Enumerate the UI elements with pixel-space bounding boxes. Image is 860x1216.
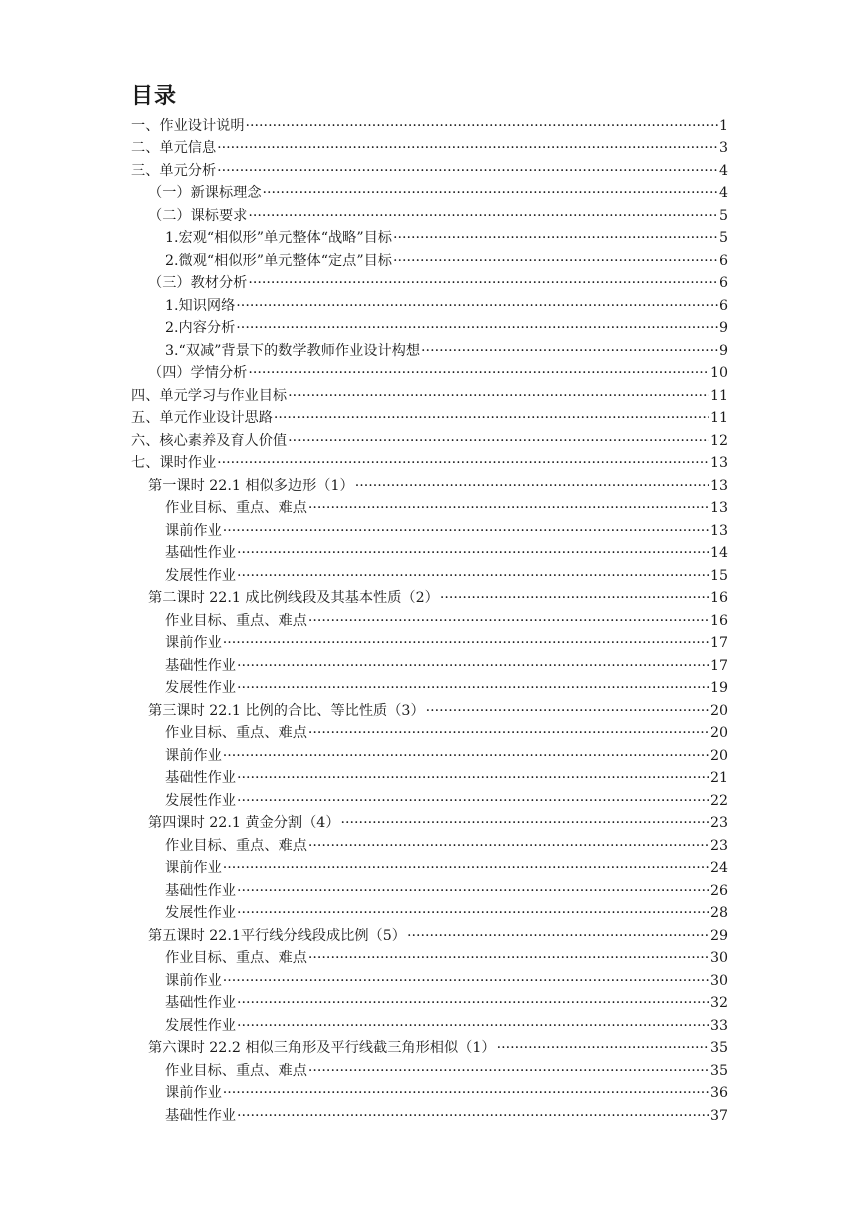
toc-entry[interactable] [165,562,728,585]
toc-entry-page-number: 20 [709,702,728,719]
toc-entry-page-number: 16 [709,612,728,629]
toc-entry-label: 作业目标、重点、难点 [165,837,307,854]
toc-leader-dots [246,117,718,135]
toc-entry-label: 2.内容分析 [165,320,236,336]
toc-entry-page-number: 23 [709,815,728,831]
toc-leader-dots [497,1039,709,1057]
toc-leader-dots [223,859,709,877]
toc-entry[interactable] [165,607,728,630]
toc-entry[interactable] [148,697,728,720]
toc-entry[interactable] [131,427,728,450]
toc-entry[interactable] [148,810,728,833]
toc-entry-label: 第四课时 22.1 黄金分割（4） [148,815,340,831]
toc-entry-label: 发展性作业 [165,1017,236,1034]
toc-leader-dots [237,792,709,810]
toc-leader-dots [236,297,718,315]
toc-entry-page-number: 6 [718,275,728,291]
toc-leader-dots [223,1084,709,1102]
toc-entry-page-number: 9 [718,342,728,359]
toc-entry-label: 作业目标、重点、难点 [165,500,307,516]
toc-entry-label: 课前作业 [165,747,222,764]
toc-leader-dots [236,319,718,337]
toc-leader-dots [355,477,709,495]
toc-entry-page-number: 9 [718,320,728,336]
toc-entry-page-number: 10 [709,365,728,381]
toc-entry[interactable] [165,675,728,698]
toc-leader-dots [248,364,709,382]
toc-entry[interactable] [148,1035,728,1058]
toc-entry-label: 第三课时 22.1 比例的合比、等比性质（3） [148,702,425,719]
toc-entry[interactable] [148,360,728,383]
toc-leader-dots [263,184,718,202]
toc-entry-page-number: 1 [718,117,728,134]
toc-entry[interactable] [165,495,728,518]
toc-entry[interactable] [131,450,728,473]
toc-entry[interactable] [148,472,728,495]
toc-entry-label: 四、单元学习与作业目标 [131,387,288,404]
page-title: 目录 [131,84,178,109]
toc-leader-dots [341,814,709,832]
toc-entry-label: 第六课时 22.2 相似三角形及平行线截三角形相似（1） [148,1040,496,1056]
toc-entry-page-number: 30 [709,950,728,966]
toc-entry-page-number: 24 [709,860,728,876]
toc-leader-dots [288,387,709,405]
toc-entry[interactable] [165,540,728,563]
toc-entry-label: 课前作业 [165,522,222,539]
toc-entry-label: 第一课时 22.1 相似多边形（1） [148,477,354,494]
toc-entry-label: 发展性作业 [165,567,236,584]
toc-entry-page-number: 28 [709,905,728,921]
toc-entry[interactable] [148,270,728,293]
toc-entry[interactable] [165,742,728,765]
toc-entry-label: 二、单元信息 [131,140,217,156]
toc-entry[interactable] [131,112,728,135]
toc-entry-page-number: 21 [709,770,728,786]
toc-entry-page-number: 29 [709,927,728,944]
toc-entry[interactable] [165,630,728,653]
toc-leader-dots [308,1062,709,1080]
toc-entry[interactable] [165,1080,728,1103]
toc-entry-label: 三、单元分析 [131,162,217,179]
toc-entry-page-number: 35 [709,1062,728,1079]
toc-entry-page-number: 3 [718,140,728,156]
toc-entry-label: 基础性作业 [165,882,236,899]
toc-entry-page-number: 36 [709,1085,728,1101]
toc-leader-dots [237,882,709,900]
toc-entry-label: 基础性作业 [165,995,236,1011]
toc-entry-page-number: 12 [709,432,728,449]
toc-entry[interactable] [165,652,728,675]
toc-entry-page-number: 32 [709,995,728,1011]
toc-leader-dots [223,972,709,990]
toc-leader-dots [288,432,709,450]
toc-entry-page-number: 13 [709,500,728,516]
toc-entry-page-number: 5 [718,207,728,224]
toc-entry-label: （四）学情分析 [148,365,248,381]
toc-leader-dots [440,589,709,607]
toc-leader-dots [217,162,718,180]
toc-entry[interactable] [165,765,728,788]
toc-entry-label: 一、作业设计说明 [131,117,245,134]
toc-entry-label: 课前作业 [165,635,222,651]
toc-entry[interactable] [165,945,728,968]
toc-entry-page-number: 19 [709,680,728,696]
toc-entry-label: 第五课时 22.1平行线分线段成比例（5） [148,927,406,944]
toc-entry-page-number: 33 [709,1017,728,1034]
toc-entry[interactable] [165,787,728,810]
toc-leader-dots [248,207,718,225]
toc-leader-dots [217,454,709,472]
toc-entry-page-number: 16 [709,590,728,606]
toc-entry-label: 基础性作业 [165,1107,236,1124]
toc-leader-dots [237,544,709,562]
toc-entry-page-number: 35 [709,1040,728,1056]
toc-entry-page-number: 20 [709,725,728,741]
toc-entry-label: （二）课标要求 [148,207,248,224]
toc-entry[interactable] [131,382,728,405]
toc-leader-dots [223,522,709,540]
toc-entry[interactable] [165,967,728,990]
toc-entry-page-number: 17 [709,657,728,674]
toc-entry-page-number: 6 [718,252,728,269]
toc-leader-dots [308,724,709,742]
toc-entry-label: 课前作业 [165,1085,222,1101]
toc-entry[interactable] [165,720,728,743]
toc-leader-dots [248,274,718,292]
toc-leader-dots [274,409,709,427]
toc-entry-page-number: 14 [709,545,728,561]
toc-entry-label: 六、核心素养及育人价值 [131,432,288,449]
toc-entry[interactable] [148,180,728,203]
toc-leader-dots [426,702,709,720]
toc-entry-label: 七、课时作业 [131,455,217,471]
toc-leader-dots [421,342,718,360]
toc-entry-page-number: 5 [718,230,728,246]
toc-entry-label: 作业目标、重点、难点 [165,950,307,966]
toc-entry[interactable] [165,855,728,878]
toc-entry-page-number: 11 [709,387,728,404]
toc-leader-dots [393,252,718,270]
toc-entry[interactable] [165,877,728,900]
toc-entry[interactable] [148,585,728,608]
toc-entry[interactable] [165,900,728,923]
toc-entry-label: 3.“双减”背景下的数学教师作业设计构想 [165,342,421,359]
toc-entry-label: （三）教材分析 [148,275,248,291]
toc-entry[interactable] [165,292,728,315]
toc-entry[interactable] [165,990,728,1013]
toc-entry-label: 课前作业 [165,972,222,989]
toc-entry-page-number: 4 [718,162,728,179]
toc-entry-label: 发展性作业 [165,680,236,696]
toc-leader-dots [237,657,709,675]
toc-entry[interactable] [131,157,728,180]
toc-entry[interactable] [148,202,728,225]
toc-entry[interactable] [165,1102,728,1125]
toc-leader-dots [237,904,709,922]
toc-entry[interactable] [165,1012,728,1035]
toc-entry[interactable] [165,225,728,248]
toc-entry-label: 作业目标、重点、难点 [165,1062,307,1079]
toc-entry-page-number: 17 [709,635,728,651]
toc-entry-label: （一）新课标理念 [148,185,262,201]
toc-entry-page-number: 23 [709,837,728,854]
toc-entry-label: 基础性作业 [165,545,236,561]
toc-entry-label: 发展性作业 [165,792,236,809]
toc-entry-page-number: 11 [709,410,728,426]
toc-leader-dots [308,949,709,967]
toc-entry-page-number: 26 [709,882,728,899]
toc-leader-dots [393,229,718,247]
toc-leader-dots [237,994,709,1012]
toc-leader-dots [237,1107,709,1125]
toc-entry-label: 第二课时 22.1 成比例线段及其基本性质（2） [148,590,439,606]
toc-leader-dots [407,927,709,945]
toc-entry-label: 五、单元作业设计思路 [131,410,273,426]
toc-entry-page-number: 37 [709,1107,728,1124]
toc-entry-page-number: 30 [709,972,728,989]
toc-leader-dots [223,747,709,765]
toc-leader-dots [237,679,709,697]
toc-entry[interactable] [165,315,728,338]
toc-entry-label: 1.宏观“相似形”单元整体“战略”目标 [165,230,392,246]
toc-entry[interactable] [165,1057,728,1080]
toc-entry-page-number: 13 [709,477,728,494]
toc-entry-page-number: 4 [718,185,728,201]
toc-entry-page-number: 13 [709,522,728,539]
toc-entry[interactable] [165,247,728,270]
toc-entry-label: 发展性作业 [165,905,236,921]
toc-entry[interactable] [165,517,728,540]
toc-entry-label: 课前作业 [165,860,222,876]
toc-leader-dots [308,837,709,855]
toc-entry-label: 作业目标、重点、难点 [165,612,307,629]
toc-entry[interactable] [165,337,728,360]
toc-entry-label: 2.微观“相似形”单元整体“定点”目标 [165,252,392,269]
toc-entry-page-number: 22 [709,792,728,809]
toc-entry-label: 基础性作业 [165,657,236,674]
toc-leader-dots [308,612,709,630]
toc-leader-dots [308,499,709,517]
toc-entry-page-number: 15 [709,567,728,584]
toc-leader-dots [217,139,718,157]
toc-entry[interactable] [165,832,728,855]
toc-entry-label: 基础性作业 [165,770,236,786]
toc-entry[interactable] [131,405,728,428]
toc-entry-page-number: 6 [718,297,728,314]
toc-entry-label: 1.知识网络 [165,297,236,314]
toc-entry[interactable] [131,135,728,158]
toc-entry[interactable] [148,922,728,945]
toc-leader-dots [237,567,709,585]
toc-entry-label: 作业目标、重点、难点 [165,725,307,741]
toc-leader-dots [237,769,709,787]
toc-leader-dots [237,1017,709,1035]
toc-entry-page-number: 13 [709,455,728,471]
toc-leader-dots [223,634,709,652]
toc-entry-page-number: 20 [709,747,728,764]
